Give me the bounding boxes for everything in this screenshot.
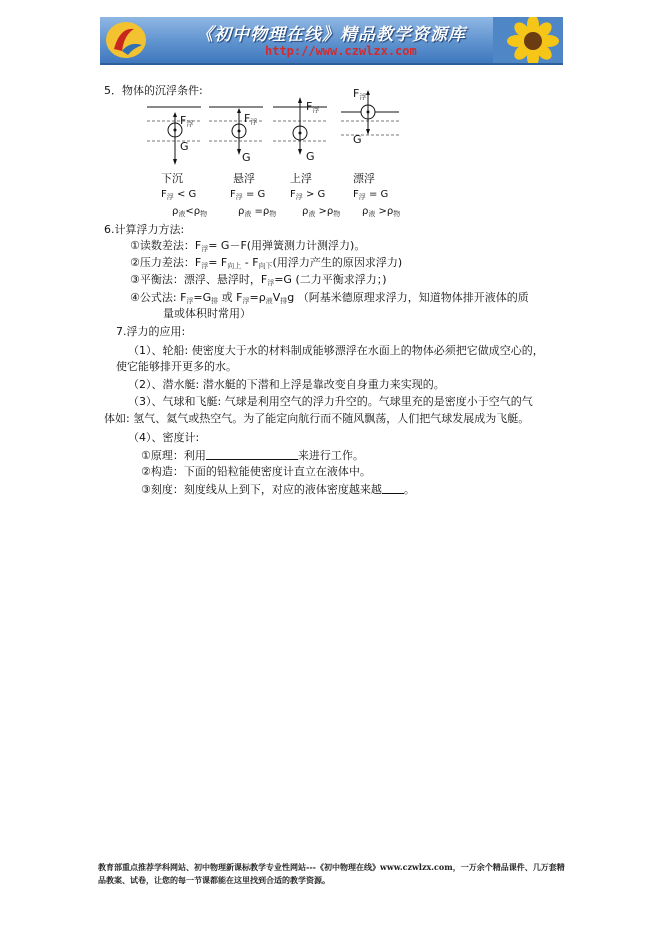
site-url[interactable]: http://www.czwlzx.com — [265, 44, 417, 58]
site-logo-icon — [104, 19, 148, 61]
application-balloon-1: （3）、气球和飞艇: 气球是利用空气的浮力升空的。气球里充的是密度小于空气的气 — [128, 395, 533, 408]
density-condition-rising: $\rho_液 >\rho_物$ — [302, 206, 341, 218]
method-balance: ③平衡法：漂浮、悬浮时，$F_浮=G$ (二力平衡求浮力；) — [130, 273, 387, 287]
sunflower-icon — [493, 17, 563, 63]
label-g-sinking: G — [180, 140, 189, 153]
section7-heading: 7.浮力的应用: — [116, 325, 186, 338]
method-pressure-difference: ②压力差法：$F_浮= F_{向上} - F_{向下}$(用浮力产生的原因求浮力) — [130, 256, 403, 270]
answer-blank[interactable] — [206, 448, 298, 460]
application-balloon-2: 体如: 氢气、氦气或热空气。为了能定向航行而不随风飘荡，人们把气球发展成为飞艇。 — [104, 412, 530, 425]
application-ship-1: （1）、轮船: 使密度大于水的材料制成能够漂浮在水面上的物体必须把它做成空心的， — [128, 344, 544, 357]
state-floating: 漂浮 — [353, 172, 375, 185]
label-g-rising: G — [306, 150, 315, 163]
density-condition-sinking: $\rho_液<\rho_物$ — [172, 206, 208, 218]
site-title: 《初中物理在线》精品教学资源库 — [196, 25, 466, 45]
site-banner — [100, 17, 563, 65]
state-rising: 上浮 — [290, 172, 312, 185]
section6-heading: 6.计算浮力方法: — [104, 223, 185, 236]
method-reading-difference: ①读数差法：$F_浮= G-F$(用弹簧测力计测浮力)。 — [130, 239, 366, 253]
application-submarine: （2）、潜水艇: 潜水艇的下潜和上浮是靠改变自身重力来实现的。 — [128, 378, 445, 391]
densimeter-structure: ②构造：下面的铅粒能使密度计直立在液体中。 — [141, 465, 371, 478]
density-condition-suspended: $\rho_液 =\rho_物$ — [238, 206, 277, 218]
force-condition-suspended: $F_浮 = G$ — [230, 189, 266, 201]
label-g-suspended: G — [242, 151, 251, 164]
section5-heading: 5．物体的沉浮条件: — [104, 84, 203, 97]
force-condition-rising: $F_浮 > G$ — [290, 189, 326, 201]
application-ship-2: 使它能够排开更多的水。 — [116, 360, 237, 373]
densimeter-principle: ①原理：利用 来进行工作。 — [141, 449, 364, 462]
answer-blank[interactable] — [382, 482, 404, 494]
label-f-sinking: $F_浮$ — [180, 114, 194, 128]
label-f-suspended: $F_浮$ — [244, 112, 258, 126]
densimeter-scale: ③刻度：刻度线从上到下，对应的液体密度越来越 。 — [141, 483, 415, 496]
label-g-floating: G — [353, 133, 362, 146]
state-suspended: 悬浮 — [233, 172, 255, 185]
state-sinking: 下沉 — [161, 172, 183, 185]
page-footer: 教育部重点推荐学科网站、初中物理新课标教学专业性网站---《初中物理在线》www.czwlzx.com，一万余个精品课件、几万套精品教案、试卷，让您的每一节课都能在这里找到合适的教学资源。 — [98, 862, 565, 885]
method-formula-cont: 量或体积时常用） — [163, 307, 251, 320]
application-densimeter: （4）、密度计: — [128, 431, 200, 444]
force-condition-floating: $F_浮 = G$ — [353, 189, 389, 201]
density-condition-floating: $\rho_液 >\rho_物$ — [362, 206, 401, 218]
diagram-floating — [341, 90, 399, 135]
label-f-floating: $F_浮$ — [353, 87, 367, 101]
method-formula: ④公式法: $F_浮=G_排$ 或 $F_浮=\rho_液V_排g$ （阿基米德原理求浮力，知道物体排开液体的质 — [130, 291, 529, 305]
label-f-rising: $F_浮$ — [306, 100, 320, 114]
force-condition-sinking: $F_浮 < G$ — [161, 189, 197, 201]
